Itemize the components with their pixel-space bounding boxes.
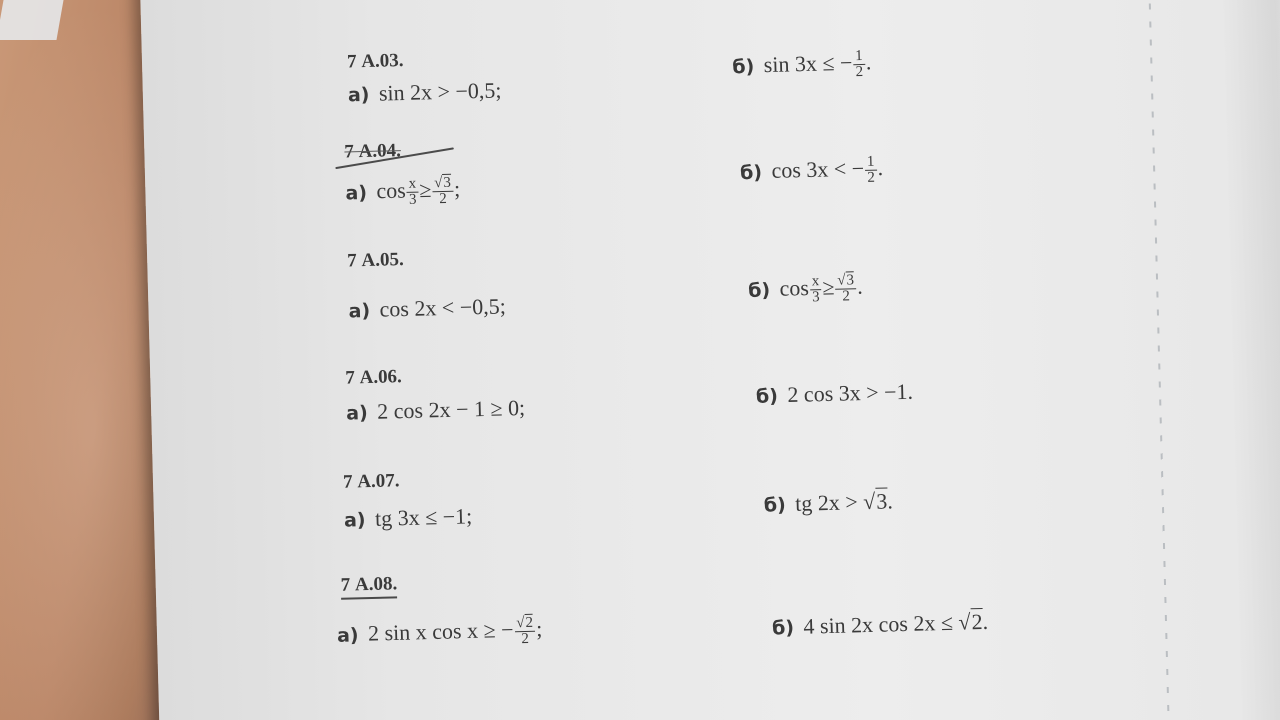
radicand: 2: [525, 614, 534, 631]
fraction-numerator: x: [406, 177, 418, 193]
punctuation: .: [886, 488, 894, 514]
radical-sign: √: [433, 174, 443, 192]
problem-7a08-part-b: [772, 610, 989, 640]
fraction-denominator: 3: [408, 191, 417, 208]
problem-7a06-part-b: [756, 380, 914, 408]
punctuation: .: [877, 155, 884, 181]
fraction: [853, 49, 865, 80]
radical-sign: √: [516, 614, 525, 632]
punctuation: ;: [535, 616, 543, 642]
radicand: 3: [846, 272, 855, 289]
problem-7a06-a-expression: 2 cos 2x − 1 ≥ 0;: [376, 394, 526, 424]
problem-7a07-part-a: [344, 504, 473, 532]
fraction-numerator: [835, 273, 856, 290]
part-a-label: а): [343, 509, 366, 532]
problem-7a03-part-a: [348, 78, 502, 106]
fraction: [432, 176, 454, 208]
problem-7a06-b-expression: 2 cos 3x > −1.: [787, 378, 914, 408]
fraction: [865, 155, 877, 186]
fraction: [514, 616, 536, 648]
part-b-label: б): [755, 385, 779, 408]
problem-7a03-part-b: [732, 49, 872, 84]
part-a-label: а): [345, 181, 368, 205]
comparison-sign: ≥: [418, 176, 432, 203]
problem-7a08-part-a: [337, 616, 543, 652]
problem-7a07-a-expression: tg 3x ≤ −1;: [374, 503, 473, 531]
fraction-numerator: 1: [865, 155, 877, 171]
problem-7a08-b-expression: 4 sin 2x cos 2x ≤: [803, 609, 959, 639]
problem-7a05-id: 7 А.05.: [346, 249, 405, 272]
problem-7a08-id-text: 7 А.08.: [340, 573, 397, 599]
part-b-label: б): [739, 161, 763, 184]
part-b-label: б): [763, 494, 787, 517]
part-a-label: а): [345, 402, 369, 425]
problem-7a05-part-b: [748, 273, 863, 307]
radicand: 3: [443, 174, 452, 191]
background-paper-corner: [0, 0, 64, 40]
part-a-label: а): [347, 83, 370, 107]
fraction-denominator: 2: [521, 630, 530, 648]
radical-sign: √: [862, 488, 876, 515]
fraction: [406, 177, 418, 208]
fraction-numerator: [432, 176, 453, 193]
problem-7a07-part-b: [763, 489, 893, 517]
part-a-label: а): [336, 623, 359, 647]
part-b-label: б): [771, 616, 795, 640]
problem-7a04-id: 7 А.04.: [344, 140, 402, 163]
fraction-numerator: x: [810, 274, 822, 290]
radicand: 2: [971, 609, 983, 635]
part-b-label: б): [732, 55, 755, 78]
fraction-denominator: 3: [811, 289, 820, 306]
page-edge: [1219, 0, 1280, 720]
problem-7a05-a-expression: cos 2x < −0,5;: [379, 293, 507, 322]
part-a-label: а): [348, 299, 371, 323]
problem-7a08-a-expression: 2 sin x cos x ≥ −: [367, 616, 514, 646]
problem-7a03-b-expression: sin 3x ≤ −: [763, 49, 853, 78]
worksheet-page: [140, 0, 1280, 720]
fraction: [835, 273, 857, 305]
problem-7a05-part-a: [348, 294, 506, 322]
punctuation: .: [856, 273, 864, 299]
margin-line: [1147, 0, 1170, 720]
problem-7a07-id: 7 А.07.: [342, 470, 400, 493]
radicand: 3: [875, 488, 888, 514]
problem-7a04-part-a: [345, 176, 461, 210]
problem-7a04-b-expression: cos 3x < −: [771, 155, 865, 183]
problem-7a06-part-a: [346, 396, 526, 425]
fraction-numerator: [514, 616, 535, 633]
problem-7a08-id: [341, 574, 398, 596]
problem-7a03-id: 7 А.03.: [346, 49, 404, 73]
fraction-denominator: 2: [867, 169, 876, 186]
problem-7a04-a-expression: cos: [376, 177, 407, 204]
fraction-denominator: 2: [855, 63, 864, 81]
fraction-denominator: 2: [842, 288, 851, 305]
problem-7a04-part-b: [740, 154, 884, 189]
problem-7a07-b-expression: tg 2x >: [794, 489, 864, 516]
punctuation: .: [982, 608, 989, 634]
radical-sign: √: [958, 609, 971, 635]
problem-7a06-id: 7 А.06.: [345, 366, 403, 389]
fraction: [810, 274, 822, 305]
part-b-label: б): [747, 278, 771, 302]
punctuation: .: [865, 49, 872, 75]
punctuation: ;: [453, 176, 461, 202]
fraction-numerator: 1: [853, 49, 865, 65]
problem-7a03-a-expression: sin 2x > −0,5;: [378, 77, 502, 106]
fraction-denominator: 2: [439, 190, 447, 208]
problem-7a05-b-expression: cos: [779, 274, 810, 301]
radical-sign: √: [837, 272, 846, 289]
comparison-sign: ≥: [822, 274, 835, 300]
